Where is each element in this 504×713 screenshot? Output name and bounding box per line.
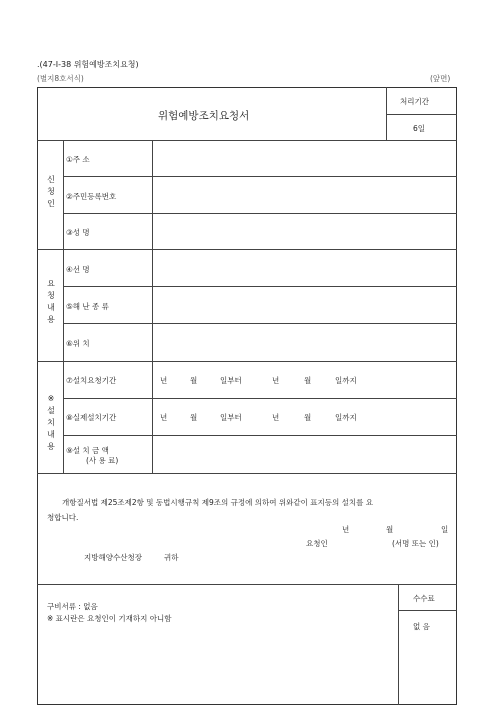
statement-line-1: 개항질서법 제25조제2항 및 동법시행규칙 제9조의 규정에 의하여 위와같이 표지등의 설치를 요 [62,498,373,507]
recipient-honorific: 귀하 [164,553,179,562]
date-month-unit: 월 [386,525,394,534]
date-day-unit: 일 [441,525,449,534]
req-to-unit: 일까지 [335,376,357,385]
form-title: 위험예방조치요청서 [158,110,250,122]
req-end-year-unit: 년 [272,376,280,385]
resident-number-label: ②주민등록번호 [66,192,117,201]
footer-note: ※ 표시란은 요청인이 기재하지 아니함 [47,614,172,623]
act-end-month-unit: 월 [304,413,312,422]
name-label: ③성 명 [66,228,90,237]
act-month-unit: 월 [190,413,198,422]
fee-value: 없 음 [413,622,430,631]
amount-label: ⑨설 치 금 액 [66,446,109,455]
act-year-unit: 년 [160,413,168,422]
form-type: (별지8호서식) [37,74,84,83]
requested-period-label: ⑦설치요청기간 [66,376,117,385]
date-year-unit: 년 [342,525,350,534]
address-label: ①주 소 [66,155,90,164]
location-label: ⑥위 치 [66,339,90,348]
page-side: (앞면) [430,74,451,83]
amount-field[interactable] [153,436,456,472]
processing-period-label: 처리기간 [400,97,429,106]
name-field[interactable] [153,214,456,249]
hazard-type-field[interactable] [153,287,456,322]
address-field[interactable] [153,141,456,176]
actual-period-label: ⑧실제설치기간 [66,413,117,422]
required-docs: 구비서류 : 없음 [47,602,98,611]
fee-label: 수수료 [413,594,435,603]
section-installation: ※ 설 치 내 용 [47,394,55,451]
req-from-unit: 일부터 [220,376,242,385]
recipient-label: 지방해양수산청장 [84,553,142,562]
requester-field[interactable] [340,534,390,548]
statement-line-2: 청합니다. [47,513,79,522]
signature-label: (서명 또는 인) [392,539,439,548]
amount-sublabel: (사 용 료) [86,456,119,465]
form-number: .(47-I-38 위험예방조치요청) [37,60,139,69]
act-to-unit: 일까지 [335,413,357,422]
section-request: 요 청 내 용 [47,279,55,324]
resident-number-field[interactable] [153,177,456,212]
location-field[interactable] [153,324,456,360]
req-year-unit: 년 [160,376,168,385]
act-from-unit: 일부터 [220,413,242,422]
requester-label: 요청인 [306,539,328,548]
vessel-name-label: ④선 명 [66,265,90,274]
act-end-year-unit: 년 [272,413,280,422]
req-end-month-unit: 월 [304,376,312,385]
req-month-unit: 월 [190,376,198,385]
vessel-name-field[interactable] [153,250,456,285]
hazard-type-label: ⑤해 난 종 류 [66,302,109,311]
processing-period-value: 6일 [413,124,426,133]
section-applicant: 신 청 인 [47,175,55,208]
